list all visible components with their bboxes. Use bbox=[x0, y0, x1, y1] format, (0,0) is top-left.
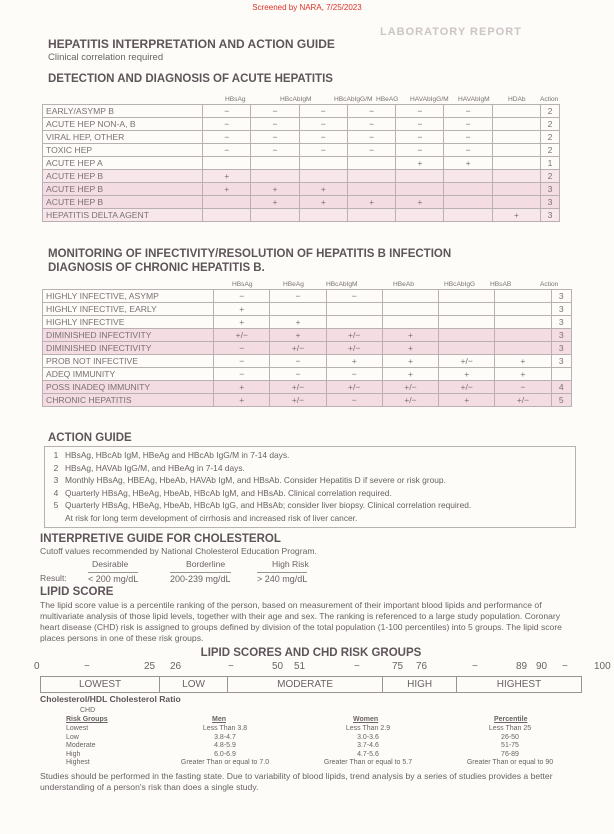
marker-cell: − bbox=[444, 105, 492, 118]
marker-cell bbox=[326, 316, 382, 329]
action-code: 3 bbox=[551, 329, 571, 342]
table1-col-header: HAVAbIgM bbox=[458, 96, 490, 103]
table-row bbox=[43, 170, 560, 183]
row-label: ACUTE HEP NON-A, B bbox=[43, 118, 203, 131]
marker-cell: − bbox=[444, 131, 492, 144]
marker-cell bbox=[492, 196, 540, 209]
score-range-label: 90 bbox=[536, 661, 548, 672]
ghost-report-heading: LABORATORY REPORT bbox=[380, 26, 522, 38]
marker-cell: − bbox=[396, 131, 444, 144]
table-row bbox=[43, 118, 560, 131]
marker-cell: + bbox=[251, 183, 299, 196]
score-range-label: 26 bbox=[170, 661, 182, 672]
table1-col-header: Action bbox=[540, 96, 559, 103]
marker-cell: + bbox=[444, 157, 492, 170]
marker-cell: + bbox=[203, 170, 251, 183]
marker-cell bbox=[492, 170, 540, 183]
marker-cell bbox=[439, 329, 495, 342]
hdl-group-value: Highest bbox=[66, 759, 90, 767]
marker-cell bbox=[347, 183, 395, 196]
row-label: VIRAL HEP, OTHER bbox=[43, 131, 203, 144]
row-label: HIGHLY INFECTIVE, ASYMP bbox=[43, 290, 214, 303]
marker-cell: + bbox=[299, 196, 347, 209]
marker-cell: + bbox=[382, 342, 438, 355]
marker-cell: − bbox=[396, 105, 444, 118]
result-label: Result: bbox=[40, 573, 67, 583]
action-code: 3 bbox=[551, 303, 571, 316]
marker-cell: + bbox=[382, 329, 438, 342]
action-guide-item bbox=[47, 462, 575, 475]
marker-cell bbox=[495, 303, 551, 316]
hdl-ratio-title: Cholesterol/HDL Cholesterol Ratio bbox=[40, 694, 181, 704]
action-guide-item bbox=[47, 487, 575, 500]
lipid-scores-title: LIPID SCORES AND CHD RISK GROUPS bbox=[200, 647, 422, 659]
action-guide-number: 2 bbox=[53, 462, 59, 473]
table-row bbox=[43, 355, 572, 368]
table-row bbox=[43, 196, 560, 209]
marker-cell bbox=[347, 209, 395, 222]
marker-cell: − bbox=[270, 355, 326, 368]
action-guide-number: 5 bbox=[53, 500, 59, 510]
hdl-group-value: Low bbox=[66, 733, 79, 741]
marker-cell: + bbox=[347, 196, 395, 209]
score-range-label: 89 bbox=[516, 661, 528, 672]
marker-cell bbox=[382, 303, 438, 316]
row-label: HEPATITIS DELTA AGENT bbox=[43, 209, 203, 222]
marker-cell: − bbox=[214, 342, 270, 355]
table2-col-header: HBeAb bbox=[393, 281, 414, 288]
risk-group-high: HIGH bbox=[383, 677, 457, 693]
row-label: PROB NOT INFECTIVE bbox=[43, 355, 214, 368]
marker-cell bbox=[382, 290, 438, 303]
hdl-group-value: Moderate bbox=[66, 742, 96, 750]
action-guide-text: At risk for long term development of cirrhosis and increased risk of liver cancer. bbox=[65, 512, 358, 523]
marker-cell: + bbox=[492, 209, 540, 222]
marker-cell bbox=[396, 170, 444, 183]
marker-cell bbox=[492, 157, 540, 170]
action-code: 2 bbox=[541, 131, 560, 144]
score-range-label: 51 bbox=[294, 661, 306, 672]
marker-cell: +/− bbox=[214, 329, 270, 342]
action-guide-item bbox=[47, 512, 575, 525]
marker-cell: − bbox=[214, 290, 270, 303]
row-label: CHRONIC HEPATITIS bbox=[43, 394, 214, 407]
row-label: TOXIC HEP bbox=[43, 144, 203, 157]
marker-cell bbox=[444, 209, 492, 222]
action-code: 3 bbox=[551, 342, 571, 355]
table2-col-header: HBsAg bbox=[232, 281, 253, 288]
infectivity-table bbox=[42, 289, 572, 407]
hdl-women-value: 3.0-3.6 bbox=[357, 733, 379, 741]
marker-cell: + bbox=[214, 381, 270, 394]
hdl-pct-value: Less Than 25 bbox=[488, 725, 532, 732]
marker-cell: +/− bbox=[382, 381, 438, 394]
marker-cell: − bbox=[444, 118, 492, 131]
hdl-men-value: Greater Than or equal to 7.0 bbox=[180, 759, 270, 767]
marker-cell bbox=[382, 316, 438, 329]
marker-cell: − bbox=[251, 131, 299, 144]
marker-cell: +/− bbox=[270, 342, 326, 355]
table-row bbox=[43, 368, 572, 381]
marker-cell: − bbox=[214, 368, 270, 381]
action-code: 3 bbox=[551, 355, 571, 368]
marker-cell: − bbox=[495, 381, 551, 394]
marker-cell bbox=[492, 131, 540, 144]
marker-cell bbox=[326, 303, 382, 316]
marker-cell: − bbox=[396, 144, 444, 157]
marker-cell bbox=[299, 157, 347, 170]
marker-cell: + bbox=[214, 303, 270, 316]
action-guide-box bbox=[44, 446, 576, 528]
hdl-group-value: High bbox=[66, 750, 81, 758]
marker-cell bbox=[444, 196, 492, 209]
marker-cell bbox=[299, 170, 347, 183]
risk-group-highest: HIGHEST bbox=[456, 677, 581, 693]
marker-cell: − bbox=[251, 118, 299, 131]
hdl-pct-value: 26-50 bbox=[501, 733, 519, 741]
marker-cell: + bbox=[495, 368, 551, 381]
risk-group-lowest: LOWEST bbox=[41, 677, 160, 693]
action-guide-item bbox=[47, 499, 575, 512]
marker-cell bbox=[299, 209, 347, 222]
marker-cell: − bbox=[396, 118, 444, 131]
table-row bbox=[43, 105, 560, 118]
marker-cell: + bbox=[439, 368, 495, 381]
hdl-pct-value: 51-75 bbox=[501, 742, 519, 750]
table-row bbox=[43, 144, 560, 157]
marker-cell: − bbox=[326, 290, 382, 303]
action-code bbox=[551, 368, 571, 381]
marker-cell: +/− bbox=[326, 381, 382, 394]
table1-col-header: HDAb bbox=[508, 96, 526, 103]
section2-title-line2: DIAGNOSIS OF CHRONIC HEPATITIS B. bbox=[48, 262, 265, 274]
section2-title-line1: MONITORING OF INFECTIVITY/RESOLUTION OF HEPATITIS B INFECTION bbox=[48, 248, 452, 260]
marker-cell: + bbox=[214, 394, 270, 407]
marker-cell: − bbox=[299, 131, 347, 144]
action-code: 2 bbox=[541, 118, 560, 131]
marker-cell bbox=[270, 303, 326, 316]
score-range-label: 76 bbox=[416, 661, 428, 672]
action-guide-number: 3 bbox=[53, 475, 59, 485]
marker-cell: +/− bbox=[439, 381, 495, 394]
table2-col-header: HBcAbIgG bbox=[444, 281, 476, 288]
hdl-men-value: 3.8-4.7 bbox=[214, 733, 236, 741]
row-label: ACUTE HEP B bbox=[43, 183, 203, 196]
action-code: 3 bbox=[551, 316, 571, 329]
action-code: 4 bbox=[551, 381, 571, 394]
score-range-label: 25 bbox=[144, 661, 156, 672]
hdl-men-value: Less Than 3.8 bbox=[202, 725, 248, 732]
table2-col-header: HBsAB bbox=[490, 281, 512, 288]
marker-cell: − bbox=[299, 144, 347, 157]
score-range-label: − bbox=[472, 661, 478, 672]
marker-cell: + bbox=[396, 196, 444, 209]
marker-cell: +/− bbox=[270, 394, 326, 407]
cholesterol-title: INTERPRETIVE GUIDE FOR CHOLESTEROL bbox=[40, 533, 281, 545]
hdl-pct-value: 76-89 bbox=[501, 750, 519, 758]
marker-cell bbox=[347, 170, 395, 183]
action-guide-title: ACTION GUIDE bbox=[48, 432, 132, 444]
action-code: 3 bbox=[541, 209, 560, 222]
high-risk-value: > 240 mg/dL bbox=[257, 574, 308, 584]
marker-cell bbox=[439, 316, 495, 329]
action-guide-text: HBsAg, HBcAb IgM, HBeAg and HBcAb IgG/M in 7-14 days. bbox=[65, 450, 290, 460]
hdl-women-value: Less Than 2.9 bbox=[345, 725, 391, 732]
table-row bbox=[43, 209, 560, 222]
action-code: 1 bbox=[541, 157, 560, 170]
marker-cell bbox=[495, 329, 551, 342]
marker-cell bbox=[396, 209, 444, 222]
hepatitis-title: HEPATITIS INTERPRETATION AND ACTION GUIDE bbox=[48, 37, 335, 51]
table-row bbox=[43, 329, 572, 342]
borderline-header: Borderline bbox=[186, 559, 226, 569]
marker-cell: − bbox=[444, 144, 492, 157]
marker-cell bbox=[396, 183, 444, 196]
action-guide-number: 1 bbox=[53, 450, 59, 460]
marker-cell bbox=[439, 342, 495, 355]
marker-cell bbox=[251, 209, 299, 222]
row-label: POSS INADEQ IMMUNITY bbox=[43, 381, 214, 394]
screened-note: Screened by NARA, 7/25/2023 bbox=[252, 3, 362, 12]
hdl-footer-note: Studies should be performed in the fasting state. Due to variability of blood lipids, trend analysis by a series of studies provides a better understanding of a person's risk than does a single study. bbox=[40, 771, 553, 792]
marker-cell: + bbox=[382, 355, 438, 368]
percentile-head: Percentile bbox=[494, 716, 528, 723]
action-code: 2 bbox=[541, 144, 560, 157]
section1-title: DETECTION AND DIAGNOSIS OF ACUTE HEPATITIS bbox=[48, 73, 333, 85]
score-range-label: 100 bbox=[594, 661, 611, 672]
marker-cell bbox=[444, 170, 492, 183]
desirable-header: Desirable bbox=[92, 559, 129, 569]
marker-cell bbox=[439, 290, 495, 303]
table-row bbox=[43, 183, 560, 196]
action-code: 2 bbox=[541, 105, 560, 118]
action-guide-text: Monthly HBsAg, HBEAg, HbeAb, HAVAb IgM, and HBsAb. Consider Hepatitis D if severe or risk group. bbox=[65, 475, 446, 485]
hdl-group-value: Lowest bbox=[66, 725, 89, 732]
marker-cell: − bbox=[347, 144, 395, 157]
marker-cell: − bbox=[326, 368, 382, 381]
score-range-label: 0 bbox=[34, 661, 40, 672]
action-guide-text: HBsAg, HAVAb IgG/M, and HBeAg in 7-14 days. bbox=[65, 462, 245, 473]
score-range-label: 75 bbox=[392, 661, 404, 672]
row-label: HIGHLY INFECTIVE bbox=[43, 316, 214, 329]
marker-cell: − bbox=[347, 118, 395, 131]
action-guide-item bbox=[47, 474, 575, 487]
men-head: Men bbox=[212, 716, 226, 723]
marker-cell: + bbox=[439, 394, 495, 407]
borderline-value: 200-239 mg/dL bbox=[170, 574, 231, 584]
action-code: 3 bbox=[541, 183, 560, 196]
marker-cell bbox=[492, 183, 540, 196]
marker-cell bbox=[251, 170, 299, 183]
high-risk-header: High Risk bbox=[272, 559, 309, 569]
lipid-score-paragraph: The lipid score value is a percentile ranking of the person, based on measurement of their important blood lipids and performance of multivariate analysis of those lipid levels, together with their age and sex. The ranking is referenced to a large study population. Coronary heart disease (CHD) risk is assigned to groups defined by division of the total population (1-100 percentiles) into 5 groups. The lipid score places persons in one of these risk groups. bbox=[40, 600, 562, 643]
row-label: DIMINISHED INFECTIVITY bbox=[43, 342, 214, 355]
hdl-men-value: 6.0-6.9 bbox=[214, 750, 236, 758]
row-label: EARLY/ASYMP B bbox=[43, 105, 203, 118]
marker-cell: + bbox=[326, 355, 382, 368]
marker-cell: + bbox=[214, 316, 270, 329]
table-row bbox=[43, 131, 560, 144]
score-range-label: − bbox=[84, 661, 90, 672]
table-row bbox=[43, 394, 572, 407]
marker-cell: + bbox=[495, 355, 551, 368]
marker-cell: + bbox=[270, 329, 326, 342]
score-range-label: 50 bbox=[272, 661, 284, 672]
marker-cell: +/− bbox=[382, 394, 438, 407]
marker-cell: + bbox=[251, 196, 299, 209]
hdl-men-value: 4.8-5.9 bbox=[214, 742, 236, 750]
score-range-label: − bbox=[354, 661, 360, 672]
table-row bbox=[43, 157, 560, 170]
marker-cell: + bbox=[203, 183, 251, 196]
marker-cell bbox=[492, 118, 540, 131]
women-head: Women bbox=[353, 716, 379, 723]
action-code: 2 bbox=[541, 170, 560, 183]
marker-cell bbox=[203, 209, 251, 222]
marker-cell: + bbox=[382, 368, 438, 381]
table1-col-header: HBcAbIgM bbox=[280, 96, 312, 103]
hdl-women-value: 3.7-4.6 bbox=[357, 742, 379, 750]
marker-cell bbox=[492, 144, 540, 157]
marker-cell bbox=[495, 342, 551, 355]
marker-cell: − bbox=[299, 118, 347, 131]
marker-cell: − bbox=[214, 355, 270, 368]
table1-col-header: HAVAbIgG/M bbox=[410, 96, 449, 103]
row-label: ACUTE HEP A bbox=[43, 157, 203, 170]
marker-cell bbox=[495, 316, 551, 329]
marker-cell: − bbox=[270, 368, 326, 381]
table2-col-header: HBeAg bbox=[283, 281, 304, 288]
action-guide-number: 4 bbox=[53, 487, 59, 498]
table1-col-header: HBsAg bbox=[225, 96, 246, 103]
hdl-women-value: Greater Than or equal to 5.7 bbox=[323, 759, 413, 767]
table-row bbox=[43, 303, 572, 316]
action-guide-text: Quarterly HBsAg, HBeAg, HbeAb, HBcAb IgM, and HBsAb. Clinical correlation required. bbox=[65, 487, 392, 498]
risk-groups-head: Risk Groups bbox=[66, 716, 108, 723]
marker-cell: − bbox=[251, 105, 299, 118]
marker-cell: − bbox=[251, 144, 299, 157]
risk-group-moderate: MODERATE bbox=[228, 677, 383, 693]
marker-cell: +/− bbox=[439, 355, 495, 368]
table-row bbox=[43, 381, 572, 394]
row-label: DIMINISHED INFECTIVITY bbox=[43, 329, 214, 342]
action-code: 3 bbox=[541, 196, 560, 209]
marker-cell: − bbox=[299, 105, 347, 118]
action-guide-text: Quarterly HBsAg, HBeAg, HbeAb, HBcAb IgG, and HBsAb; consider liver biopsy. Clinical correlation required. bbox=[65, 500, 472, 510]
marker-cell bbox=[495, 290, 551, 303]
desirable-value: < 200 mg/dL bbox=[88, 574, 139, 584]
marker-cell bbox=[439, 303, 495, 316]
cholesterol-cutoff-note: Cutoff values recommended by National Cholesterol Education Program. bbox=[40, 546, 317, 556]
hepatitis-subtitle: Clinical correlation required bbox=[48, 52, 164, 63]
marker-cell: − bbox=[203, 118, 251, 131]
table-row bbox=[43, 316, 572, 329]
row-label: ACUTE HEP B bbox=[43, 196, 203, 209]
score-range-label: − bbox=[562, 661, 568, 672]
action-guide-item bbox=[47, 449, 575, 462]
marker-cell: +/− bbox=[495, 394, 551, 407]
score-range-label: − bbox=[228, 661, 234, 672]
row-label: ADEQ IMMUNITY bbox=[43, 368, 214, 381]
table-row bbox=[43, 290, 572, 303]
marker-cell: − bbox=[203, 144, 251, 157]
row-label: HIGHLY INFECTIVE, EARLY bbox=[43, 303, 214, 316]
action-code: 3 bbox=[551, 290, 571, 303]
marker-cell: + bbox=[396, 157, 444, 170]
table-row bbox=[43, 342, 572, 355]
marker-cell: − bbox=[203, 131, 251, 144]
table1-col-header: HBcAbIgG/M bbox=[334, 96, 373, 103]
marker-cell: − bbox=[326, 394, 382, 407]
action-code: 5 bbox=[551, 394, 571, 407]
chd-head: CHD bbox=[80, 707, 96, 714]
acute-hepatitis-table bbox=[42, 104, 560, 222]
table2-col-header: HBcAbIgM bbox=[326, 281, 358, 288]
marker-cell: − bbox=[347, 131, 395, 144]
marker-cell: +/− bbox=[326, 329, 382, 342]
table2-col-header: Action bbox=[540, 281, 559, 288]
marker-cell: − bbox=[347, 105, 395, 118]
marker-cell bbox=[203, 157, 251, 170]
table1-col-header: HBeAG bbox=[376, 96, 399, 103]
marker-cell: − bbox=[270, 290, 326, 303]
risk-group-low: LOW bbox=[160, 677, 228, 693]
lipid-score-title: LIPID SCORE bbox=[40, 586, 114, 598]
marker-cell: + bbox=[299, 183, 347, 196]
risk-group-scale bbox=[40, 676, 582, 693]
marker-cell bbox=[251, 157, 299, 170]
hdl-women-value: 4.7-5.6 bbox=[357, 750, 379, 758]
hdl-pct-value: Greater Than or equal to 90 bbox=[466, 759, 554, 767]
row-label: ACUTE HEP B bbox=[43, 170, 203, 183]
marker-cell: +/− bbox=[326, 342, 382, 355]
marker-cell bbox=[492, 105, 540, 118]
marker-cell bbox=[444, 183, 492, 196]
action-guide-list bbox=[45, 447, 575, 524]
marker-cell: − bbox=[203, 105, 251, 118]
marker-cell: +/− bbox=[270, 381, 326, 394]
marker-cell bbox=[203, 196, 251, 209]
marker-cell bbox=[347, 157, 395, 170]
marker-cell: + bbox=[270, 316, 326, 329]
